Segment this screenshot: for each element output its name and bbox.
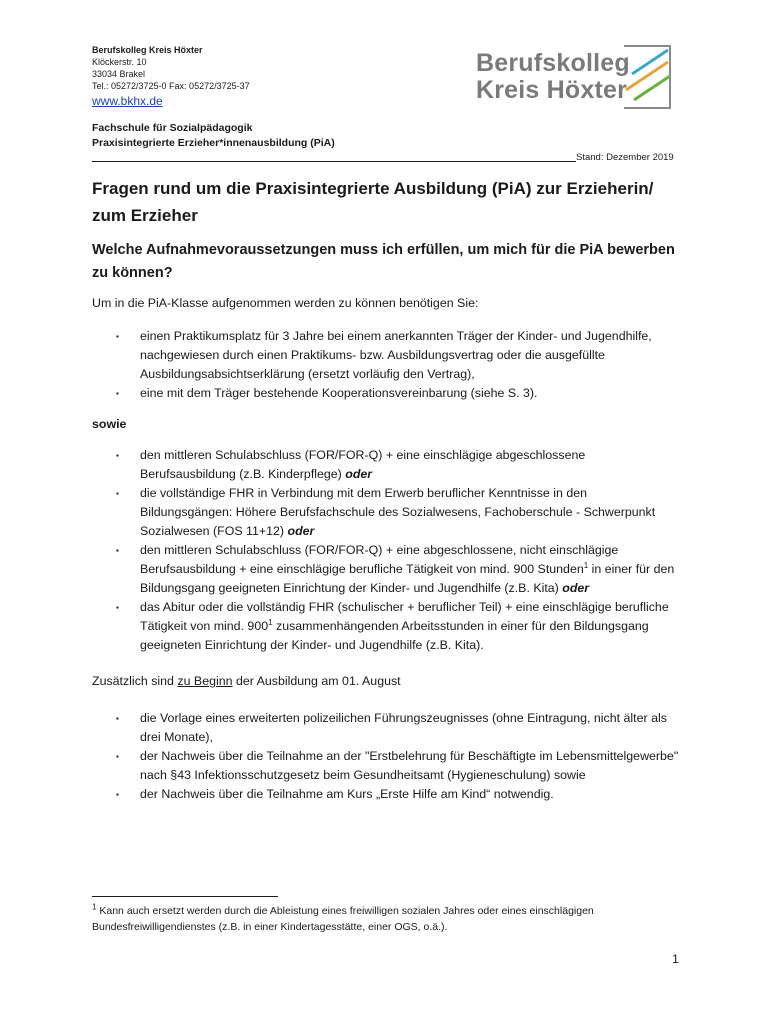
oder-emphasis: oder: [345, 467, 373, 481]
page-number: 1: [672, 952, 679, 966]
list-item: ▪ eine mit dem Träger bestehende Kooperationsvereinbarung (siehe S. 3).: [92, 384, 682, 403]
bullet-icon: ▪: [116, 752, 119, 761]
list-item: ▪ einen Praktikumsplatz für 3 Jahre bei einem anerkannten Träger der Kinder- und Jugendhilfe, nachgewiesen durch einen Praktikums- bzw. Ausbildungsvertrag oder die ausgefüllte Ausbildungsabsichtserklärung (ersetzt vorläufig den Vertrag),: [116, 329, 652, 381]
footnote-ref: 1: [268, 617, 273, 627]
question-heading: Welche Aufnahmevoraussetzungen muss ich erfüllen, um mich für die PiA bewerben zu können?: [92, 242, 675, 281]
logo-stroke-blue: [632, 50, 668, 74]
underlined-phrase: zu Beginn: [177, 674, 233, 688]
intro-text: Um in die PiA-Klasse aufgenommen werden zu können benötigen Sie:: [92, 296, 479, 310]
bullet-icon: ▪: [116, 714, 119, 723]
requirements-list-2: [92, 446, 682, 655]
footnote: [92, 903, 682, 935]
footnote-text: Kann auch ersetzt werden durch die Ableistung eines freiwilligen sozialen Jahres oder eines einschlägigen Bundesfreiwilligendienstes (z.B. in einer Kindertagesstätte, einer OGS, o.ä.).: [92, 905, 594, 933]
logo-line-1: Berufskolleg: [476, 49, 630, 77]
city: 33034 Brakel: [92, 69, 146, 79]
list-item: ▪ den mittleren Schulabschluss (FOR/FOR-Q) + eine abgeschlossene, nicht einschlägige Berufsausbildung + eine einschlägige berufliche Tätigkeit von mind. 900 Stunden$^1$ in einer für den Bildungsgang geeigneten Einrichtung der Kinder- und Jugendhilfe (z.B. Kita) oder: [116, 543, 675, 595]
institution-block: [92, 121, 692, 151]
footnote-ref: 1: [583, 560, 589, 570]
list-item: ▪ das Abitur oder die vollständig FHR (schulischer + beruflicher Teil) + eine einschlägige berufliche Tätigkeit von mind. $900^1$ zusammenhängenden Arbeitsstunden in einer für den Bildungsgang geeigneten Einrichtung der Kinder- und Jugendhilfe (z.B. Kita).: [116, 600, 669, 652]
school-name: Berufskolleg Kreis Höxter: [92, 45, 203, 55]
list-item: ▪ der Nachweis über die Teilnahme am Kurs „Erste Hilfe am Kind“ notwendig.: [92, 785, 682, 804]
requirements-list-3: [92, 709, 682, 804]
logo: [474, 44, 674, 110]
footnote-marker: 1: [92, 902, 97, 912]
street: Klöckerstr. 10: [92, 57, 147, 67]
stand-date: Stand: Dezember 2019: [576, 152, 674, 163]
bullet-icon: ▪: [116, 489, 119, 498]
title-block: [92, 175, 680, 229]
footnote-rule: [92, 896, 278, 897]
additional-text: Zusätzlich sind zu Beginn der Ausbildung am 01. August: [92, 674, 401, 688]
requirements-list-1: [92, 327, 682, 403]
page-title: Fragen rund um die Praxisintegrierte Ausbildung (PiA) zur Erzieherin/ zum Erzieher: [92, 179, 654, 225]
list-item: ▪ die Vorlage eines erweiterten polizeilichen Führungszeugnisses (ohne Eintragung, nicht älter als drei Monate),: [116, 711, 667, 744]
bullet-icon: ▪: [116, 603, 119, 612]
list-item: ▪ den mittleren Schulabschluss (FOR/FOR-Q) + eine einschlägige abgeschlossene Berufsausbildung (z.B. Kinderpflege) oder: [116, 448, 586, 481]
sowie-label: sowie: [92, 417, 127, 431]
website-link[interactable]: www.bkhx.de: [92, 94, 163, 108]
logo-stroke-orange: [626, 62, 668, 90]
bullet-icon: ▪: [116, 546, 119, 555]
bullet-icon: ▪: [116, 790, 119, 799]
bullet-icon: ▪: [116, 451, 119, 460]
oder-emphasis: oder: [562, 581, 590, 595]
logo-line-2: Kreis Höxter: [476, 76, 628, 104]
program: Praxisintegrierte Erzieher*innenausbildung (PiA): [92, 137, 335, 149]
phone-fax: Tel.: 05272/3725-0 Fax: 05272/3725-37: [92, 81, 250, 91]
oder-emphasis: oder: [287, 524, 315, 538]
list-item: ▪ die vollständige FHR in Verbindung mit dem Erwerb beruflicher Kenntnisse in den Bildungsgängen: Höhere Berufsfachschule des Sozialwesens, Fachoberschule - Schwerpunkt Sozialwesen (FOS 11+12) oder: [116, 486, 656, 538]
bullet-icon: ▪: [116, 389, 119, 398]
header-rule: [92, 153, 576, 162]
question-block: [92, 239, 682, 285]
department: Fachschule für Sozialpädagogik: [92, 122, 253, 134]
bullet-icon: ▪: [116, 332, 119, 341]
letterhead-address: [92, 44, 412, 110]
list-item: ▪ der Nachweis über die Teilnahme an der "Erstbelehrung für Beschäftigte im Lebensmittelgewerbe" nach §43 Infektionsschutzgesetz beim Gesundheitsamt (Hygieneschulung) sowie: [116, 749, 679, 782]
